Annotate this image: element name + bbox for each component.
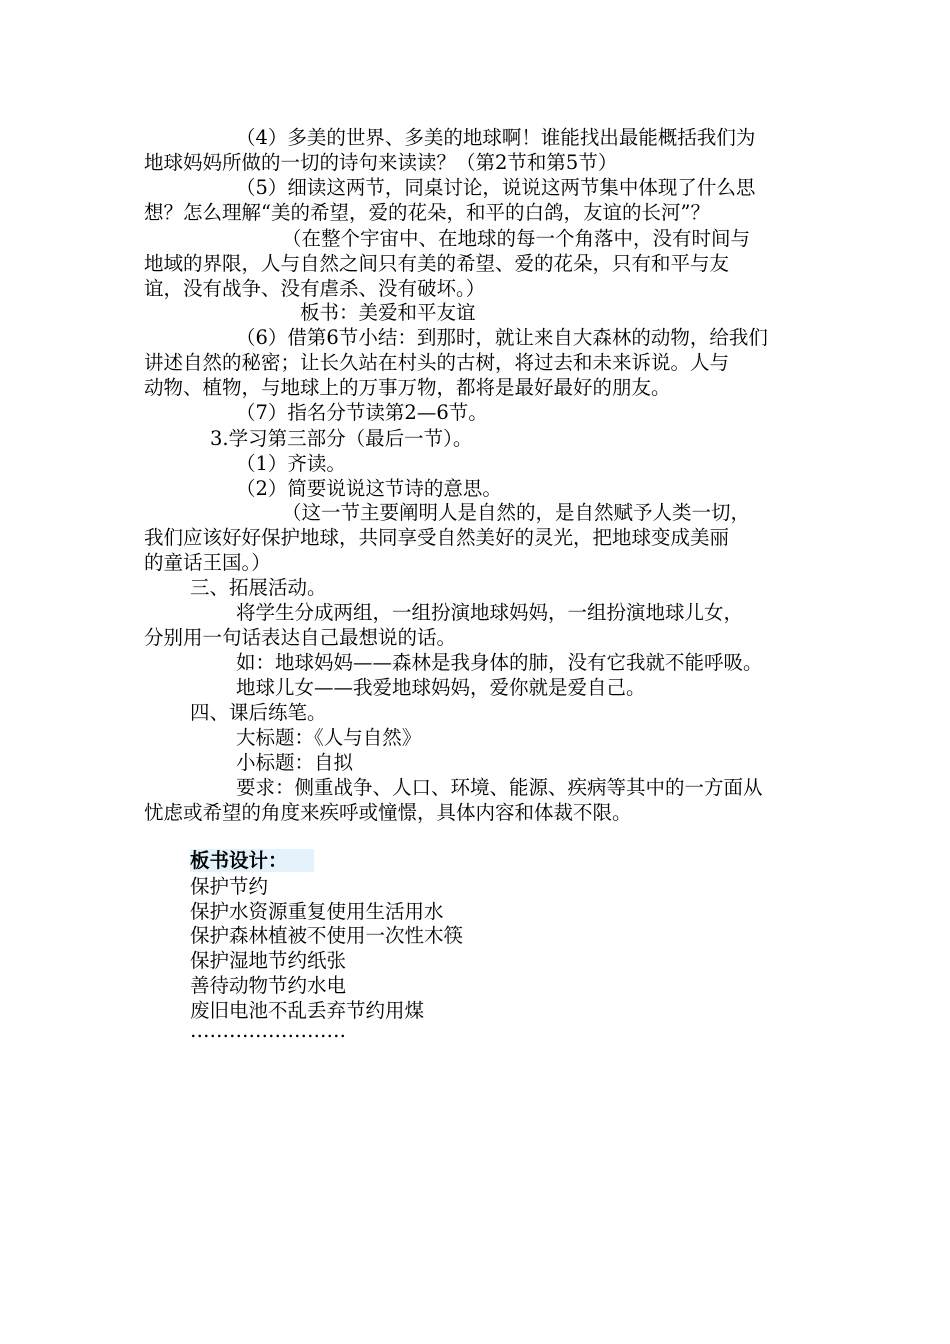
paragraph-line: 讲述自然的秘密；让长久站在村头的古树，将过去和未来诉说。人与 [144, 351, 730, 374]
paragraph-line: 谊，没有战争、没有虐杀、没有破坏。） [144, 277, 486, 300]
board-design-line: 善待动物节约水电 [190, 974, 347, 997]
paragraph-line: 如：地球妈妈——森林是我身体的肺，没有它我就不能呼吸。 [236, 651, 763, 674]
section-heading: 三、拓展活动。 [190, 576, 327, 599]
section-heading: 四、课后练笔。 [190, 701, 327, 724]
paragraph-line: 动物、植物，与地球上的万事万物，都将是最好最好的朋友。 [144, 376, 671, 399]
paragraph-line: （4）多美的世界、多美的地球啊！谁能找出最能概括我们为 [236, 126, 756, 149]
paragraph-line: 地球妈妈所做的一切的诗句来读读？（第2节和第5节） [144, 151, 618, 174]
paragraph-line: 分别用一句话表达自己最想说的话。 [144, 626, 457, 649]
paragraph-line: （这一节主要阐明人是自然的，是自然赋予人类一切， [282, 501, 751, 524]
paragraph-line: 地域的界限，人与自然之间只有美的希望、爱的花朵，只有和平与友 [144, 252, 730, 275]
paragraph-line: 我们应该好好保护地球，共同享受自然美好的灵光，把地球变成美丽 [144, 526, 730, 549]
board-design-line: 保护森林植被不使用一次性木筷 [190, 924, 464, 947]
paragraph-line: 将学生分成两组，一组扮演地球妈妈，一组扮演地球儿女， [236, 601, 744, 624]
board-design-line: 保护水资源重复使用生活用水 [190, 900, 444, 923]
paragraph-line: 地球儿女——我爱地球妈妈，爱你就是爱自己。 [236, 676, 646, 699]
paragraph-line: 想？怎么理解“美的希望，爱的花朵，和平的白鸽，友谊的长河”？ [144, 201, 710, 224]
paragraph-line: 忧虑或希望的角度来疾呼或憧憬，具体内容和体裁不限。 [144, 801, 632, 824]
paragraph-line: （2）简要说说这节诗的意思。 [236, 477, 502, 500]
board-design-line: 保护湿地节约纸张 [190, 949, 347, 972]
board-note-line: 板书：美爱和平友谊 [300, 301, 476, 324]
board-design-line: 废旧电池不乱丢弃节约用煤 [190, 999, 425, 1022]
paragraph-line: 大标题：《人与自然》 [236, 726, 422, 749]
board-design-line: 保护节约 [190, 875, 269, 898]
paragraph-line: （1）齐读。 [236, 452, 346, 475]
board-design-heading-text: 板书设计： [190, 849, 314, 872]
paragraph-line: 的童话王国。） [144, 551, 271, 574]
paragraph-line: （7）指名分节读第2—6节。 [236, 401, 488, 424]
board-design-ellipsis: …………………… [190, 1019, 346, 1042]
section-heading: 3.学习第三部分（最后一节）。 [210, 427, 473, 450]
paragraph-line: （在整个宇宙中、在地球的每一个角落中，没有时间与 [282, 227, 751, 250]
paragraph-line: 小标题：自拟 [236, 751, 354, 774]
board-design-heading [190, 848, 314, 873]
paragraph-line: 要求：侧重战争、人口、环境、能源、疾病等其中的一方面从 [236, 776, 763, 799]
paragraph-line: （5）细读这两节，同桌讨论，说说这两节集中体现了什么思 [236, 176, 756, 199]
paragraph-line: （6）借第6节小结：到那时，就让来自大森林的动物，给我们 [236, 326, 768, 349]
